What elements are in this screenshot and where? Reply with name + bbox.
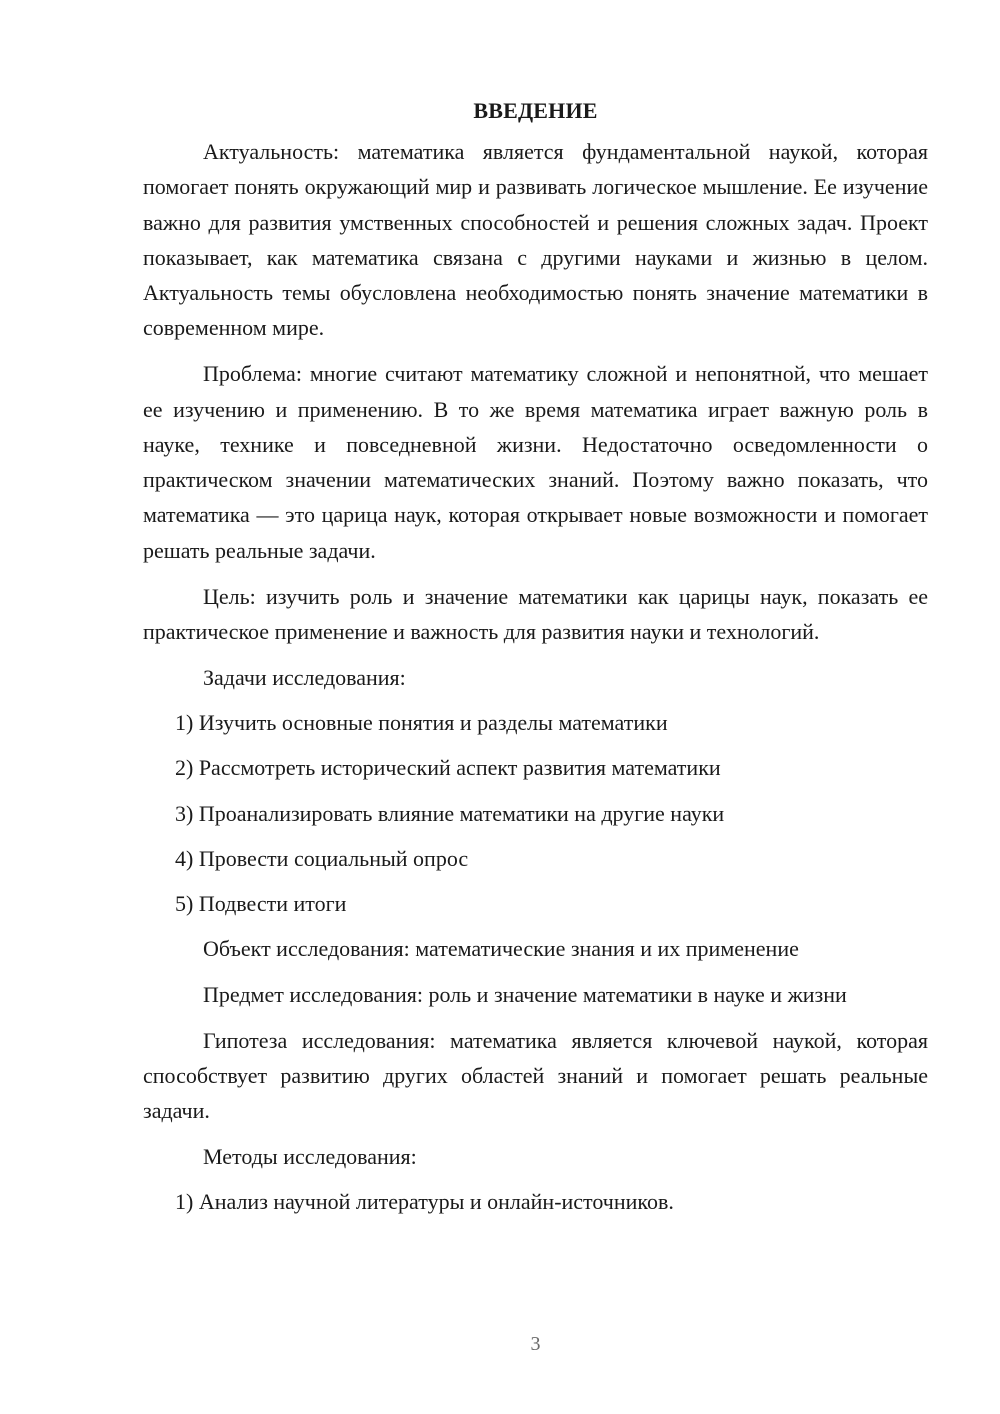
research-subject: Предмет исследования: роль и значение математики в науке и жизни <box>203 981 847 1007</box>
goal-paragraph: Цель: изучить роль и значение математики как царицы наук, показать ее практическое применение и важность для развития науки и технологий. <box>143 583 928 644</box>
task-item: 4) Провести социальный опрос <box>175 845 469 871</box>
task-item: 2) Рассмотреть исторический аспект развития математики <box>175 755 721 781</box>
method-item: 1) Анализ научной литературы и онлайн-источников. <box>175 1189 674 1215</box>
task-item: 3) Проанализировать влияние математики на другие науки <box>175 800 725 826</box>
hypothesis-paragraph: Гипотеза исследования: математика является ключевой наукой, которая способствует развитию других областей знаний и помогает решать реальные задачи. <box>143 1027 928 1124</box>
page-number: 3 <box>530 1333 541 1355</box>
research-object: Объект исследования: математические знания и их применение <box>203 936 799 962</box>
task-item: 1) Изучить основные понятия и разделы математики <box>175 709 668 735</box>
section-title: ВВЕДЕНИЕ <box>473 98 598 123</box>
methods-heading: Методы исследования: <box>203 1143 417 1169</box>
task-item: 5) Подвести итоги <box>175 891 347 917</box>
page-content <box>143 96 928 1230</box>
problem-paragraph: Проблема: многие считают математику сложной и непонятной, что мешает ее изучению и применению. В то же время математика играет важную роль в науке, технике и повседневной жизни. Недостаточно осведомленности о практическом значении математических знаний. Поэтому важно показать, что математика — это царица наук, которая открывает новые возможности и помогает решать реальные задачи. <box>143 361 928 563</box>
relevance-paragraph: Актуальность: математика является фундаментальной наукой, которая помогает понять окружающий мир и развивать логическое мышление. Ее изучение важно для развития умственных способностей и решения сложных задач. Проект показывает, как математика связана с другими науками и жизнью в целом. Актуальность темы обусловлена необходимостью понять значение математики в современном мире. <box>143 139 928 341</box>
tasks-heading: Задачи исследования: <box>203 664 406 690</box>
